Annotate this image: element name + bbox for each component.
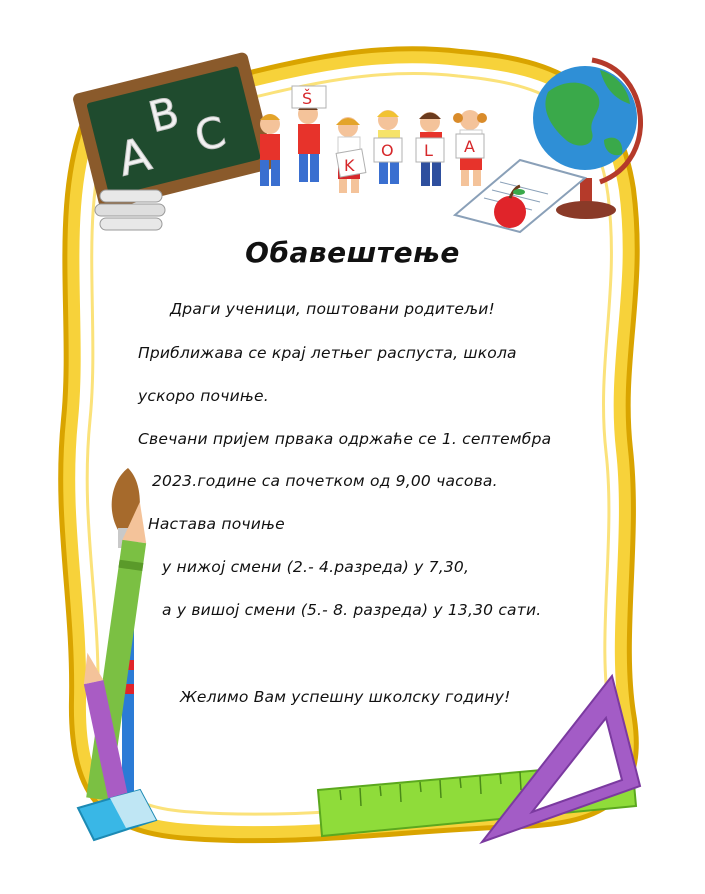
sign-letter-1: Š xyxy=(302,89,313,108)
board-letter-a: A xyxy=(112,126,157,187)
body-line-6: у нижој смени (2.- 4.разреда) у 7,30, xyxy=(162,558,470,576)
sign-letter-4: L xyxy=(424,141,433,160)
chalk-sticks xyxy=(95,190,165,230)
body-line-5: Настава почиње xyxy=(148,515,285,533)
board-letter-b: B xyxy=(143,87,184,142)
board-letter-c: C xyxy=(189,106,231,162)
body-line-3: Свечани пријем првака одржаће се 1. септембра xyxy=(138,430,552,448)
sign-letter-5: A xyxy=(464,137,475,156)
sign-letter-2: K xyxy=(344,156,355,175)
greeting-line: Драги ученици, поштовани родитељи! xyxy=(170,300,495,318)
body-line-7: а у вишој смени (5.- 8. разреда) у 13,30 сати. xyxy=(162,601,542,619)
body-line-2: ускоро почиње. xyxy=(138,387,269,405)
notice-title: Обавештење xyxy=(245,236,460,269)
body-line-1: Приближава се крај летњег распуста, школа xyxy=(138,344,517,362)
closing-line: Желимо Вам успешну школску годину! xyxy=(180,688,511,706)
sign-letter-3: O xyxy=(381,141,394,160)
body-line-4: 2023.године са почетком од 9,00 часова. xyxy=(152,472,498,490)
